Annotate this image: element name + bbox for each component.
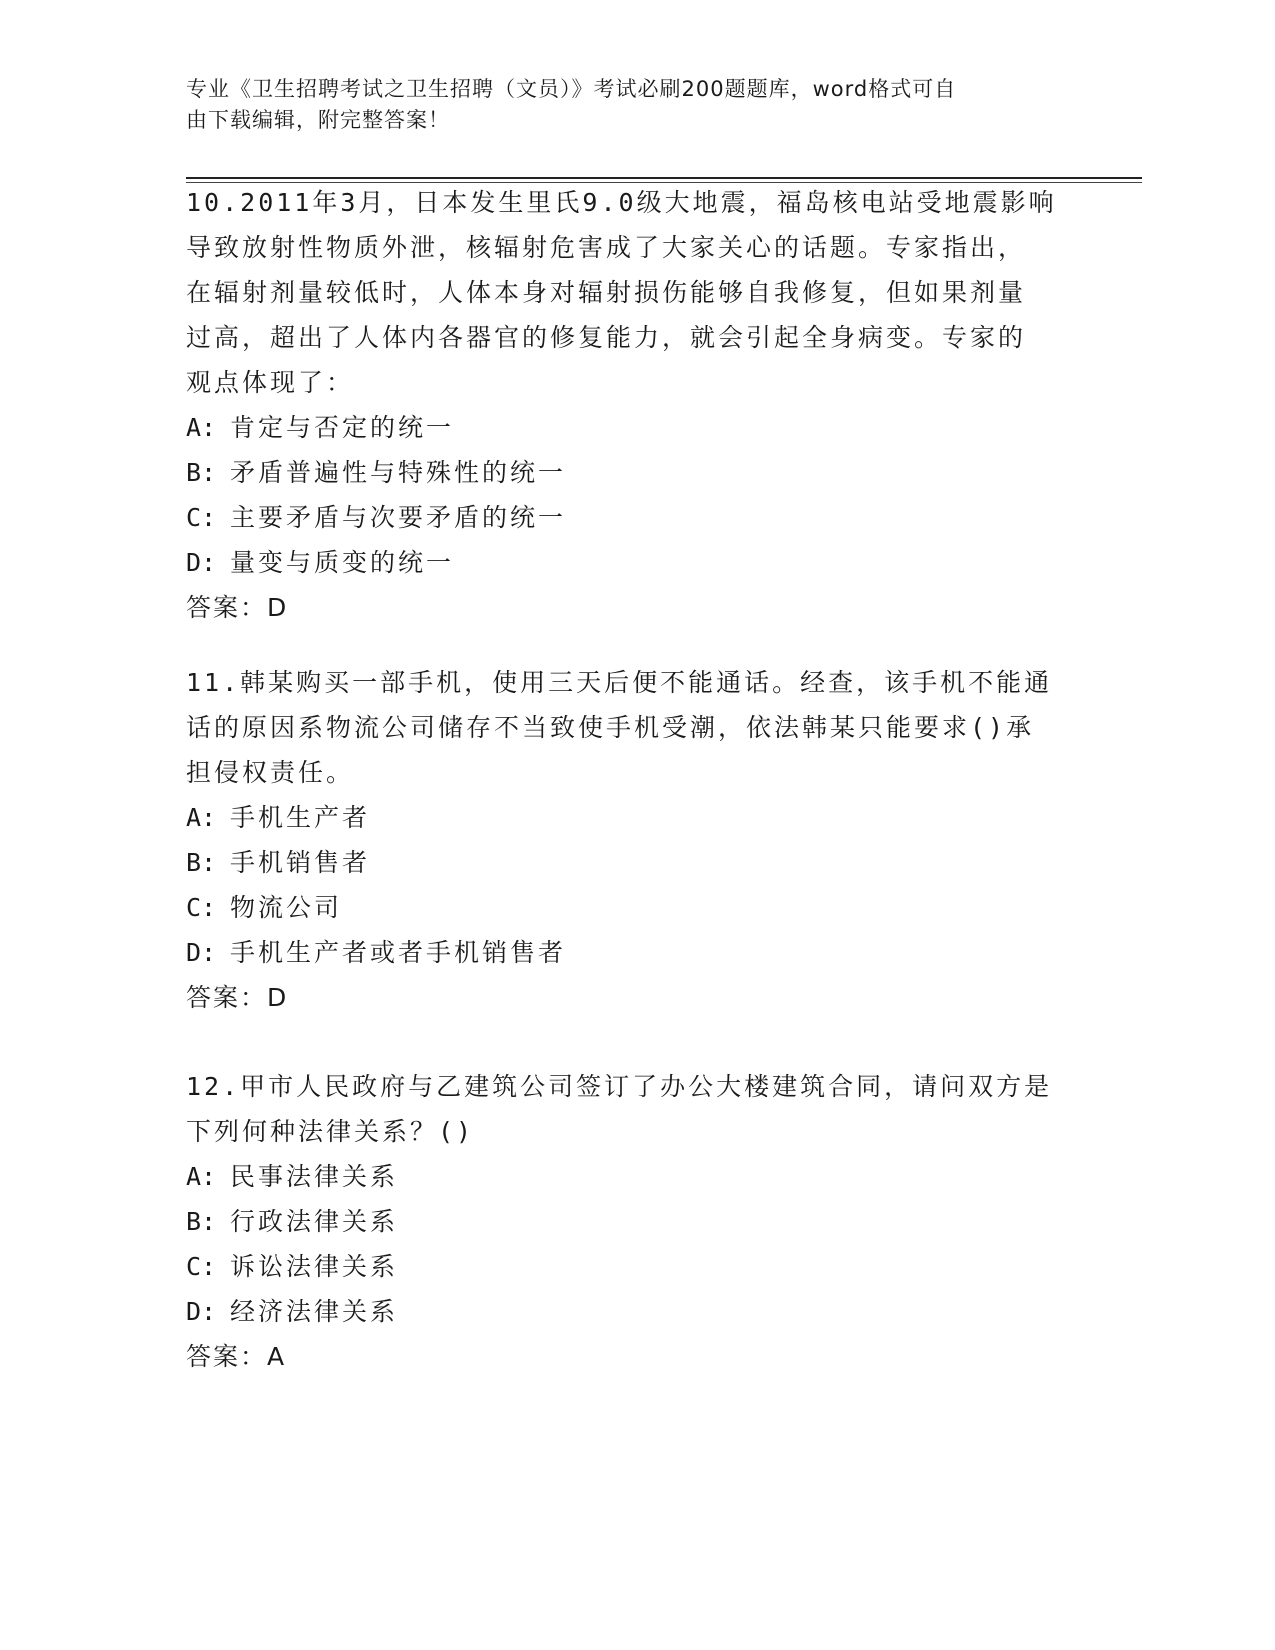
answer [186,975,1086,1020]
header-divider [186,177,1142,179]
option-c [186,885,1086,930]
option-letter: B: [186,848,217,877]
option-text: 量变与质变的统一 [230,548,455,577]
option-letter: C: [186,893,217,922]
answer [186,1334,1086,1379]
option-letter: A: [186,1162,217,1191]
option-b [186,1199,1086,1244]
option-text: 矛盾普遍性与特殊性的统一 [230,458,567,487]
option-letter: B: [186,458,217,487]
option-letter: C: [186,1252,217,1281]
option-d [186,930,1086,975]
option-text: 诉讼法律关系 [230,1252,399,1281]
question-line: 观点体现了： [186,368,355,397]
question-line: 担侵权责任。 [186,758,355,787]
option-letter: C: [186,503,217,532]
question-line: 话的原因系物流公司储存不当致使手机受潮，依法韩某只能要求()承 [186,713,1035,742]
question-line: 10.2011年3月，日本发生里氏9.0级大地震，福岛核电站受地震影响 [186,188,1057,217]
option-text: 手机生产者或者手机销售者 [230,938,567,967]
question-line: 12.甲市人民政府与乙建筑公司签订了办公大楼建筑合同，请问双方是 [186,1072,1053,1101]
question-line: 导致放射性物质外泄，核辐射危害成了大家关心的话题。专家指出， [186,233,1027,262]
document-header [186,74,1066,136]
answer-label: 答案： [186,983,268,1012]
answer-value: D [267,983,287,1012]
option-a [186,1154,1086,1199]
option-letter: D: [186,1297,217,1326]
answer [186,585,1086,630]
header-line: 由下载编辑，附完整答案！ [186,108,450,132]
question-12 [186,1064,1086,1379]
option-b [186,450,1086,495]
option-b [186,840,1086,885]
option-text: 主要矛盾与次要矛盾的统一 [230,503,567,532]
option-text: 民事法律关系 [230,1162,399,1191]
question-10 [186,180,1086,630]
question-line: 在辐射剂量较低时，人体本身对辐射损伤能够自我修复，但如果剂量 [186,278,1027,307]
answer-label: 答案： [186,1342,268,1371]
option-letter: D: [186,548,217,577]
option-a [186,795,1086,840]
option-letter: A: [186,413,217,442]
option-c [186,1244,1086,1289]
option-text: 物流公司 [230,893,343,922]
option-text: 经济法律关系 [230,1297,399,1326]
option-d [186,1289,1086,1334]
option-text: 肯定与否定的统一 [230,413,455,442]
question-line: 下列何种法律关系？() [186,1117,475,1146]
option-text: 手机销售者 [230,848,371,877]
option-text: 手机生产者 [230,803,371,832]
option-text: 行政法律关系 [230,1207,399,1236]
answer-value: D [267,593,287,622]
answer-label: 答案： [186,593,268,622]
option-letter: A: [186,803,217,832]
question-11 [186,660,1086,1020]
option-letter: D: [186,938,217,967]
answer-value: A [267,1342,285,1371]
option-a [186,405,1086,450]
question-line: 11.韩某购买一部手机，使用三天后便不能通话。经查，该手机不能通 [186,668,1053,697]
option-letter: B: [186,1207,217,1236]
question-line: 过高，超出了人体内各器官的修复能力，就会引起全身病变。专家的 [186,323,1027,352]
header-line: 专业《卫生招聘考试之卫生招聘（文员）》考试必刷200题题库，word格式可自 [186,77,957,101]
option-d [186,540,1086,585]
option-c [186,495,1086,540]
